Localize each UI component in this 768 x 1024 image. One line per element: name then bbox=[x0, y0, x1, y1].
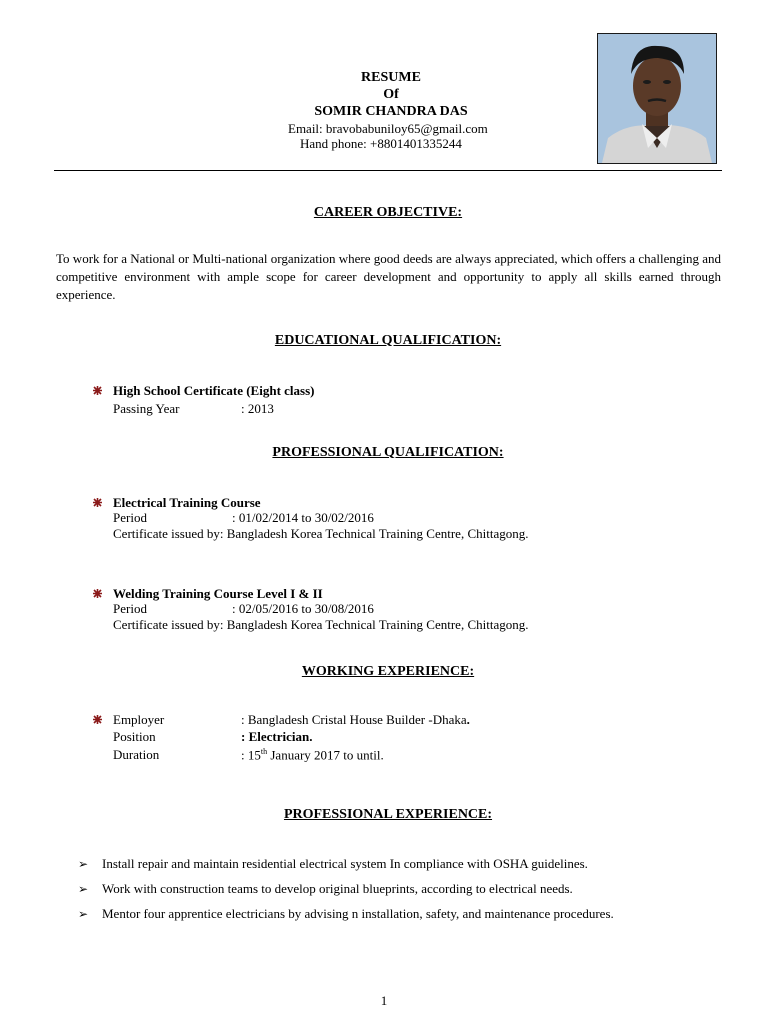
portrait-illustration bbox=[598, 34, 716, 163]
arrowhead-bullet-icon: ➢ bbox=[78, 857, 89, 871]
position-value: : Electrician. bbox=[241, 729, 313, 744]
employer-row bbox=[113, 712, 470, 727]
arrowhead-bullet-icon: ➢ bbox=[78, 882, 89, 896]
course-certificate: Certificate issued by: Bangladesh Korea Technical Training Centre, Chittagong. bbox=[113, 617, 529, 632]
position-row bbox=[113, 729, 312, 744]
experience-item bbox=[78, 855, 588, 873]
position-label: Position bbox=[113, 729, 156, 744]
course-period-row bbox=[113, 601, 374, 616]
page-number: 1 bbox=[380, 993, 388, 1008]
flower-bullet-icon bbox=[92, 497, 103, 508]
education-heading: EDUCATIONAL QUALIFICATION: bbox=[274, 333, 502, 348]
phone-line: Hand phone: +8801401335244 bbox=[300, 136, 462, 151]
period-value: : 02/05/2016 to 30/08/2016 bbox=[232, 601, 374, 616]
duration-value-prefix: : 15 bbox=[241, 747, 261, 763]
professional-qualification-heading: PROFESSIONAL QUALIFICATION: bbox=[272, 445, 504, 460]
course-title: Electrical Training Course bbox=[113, 495, 261, 510]
period-label: Period bbox=[113, 510, 147, 525]
employer-label: Employer bbox=[113, 712, 165, 727]
duration-row bbox=[113, 744, 384, 763]
career-objective-heading: CAREER OBJECTIVE: bbox=[313, 205, 463, 220]
duration-value-suffix: January 2017 to until. bbox=[267, 747, 384, 763]
experience-item-text: Mentor four apprentice electricians by advising n installation, safety, and maintenance procedures. bbox=[102, 906, 614, 921]
experience-item-text: Work with construction teams to develop original blueprints, according to electrical needs. bbox=[102, 881, 573, 896]
experience-item bbox=[78, 905, 614, 923]
duration-label: Duration bbox=[113, 747, 160, 763]
period-value: : 01/02/2014 to 30/02/2016 bbox=[232, 510, 374, 525]
email-line: Email: bravobabuniloy65@gmail.com bbox=[288, 121, 488, 136]
arrowhead-bullet-icon: ➢ bbox=[78, 907, 89, 921]
resume-title: RESUME bbox=[361, 70, 421, 85]
duration-value-sup: th bbox=[260, 747, 268, 756]
course-certificate: Certificate issued by: Bangladesh Korea Technical Training Centre, Chittagong. bbox=[113, 526, 529, 541]
passing-year-row bbox=[113, 401, 274, 416]
passing-year-label: Passing Year bbox=[113, 401, 180, 416]
career-objective-text: To work for a National or Multi-national organization where good deeds are always appreciated, which offers a challenging and competitive environment with ample scope for career development and opportunity to apply all skills earned through experience. bbox=[56, 251, 721, 302]
course-period-row bbox=[113, 510, 374, 525]
education-title: High School Certificate (Eight class) bbox=[113, 383, 315, 398]
period-label: Period bbox=[113, 601, 147, 616]
flower-bullet-icon bbox=[92, 385, 103, 396]
passing-year-value: : 2013 bbox=[241, 401, 274, 416]
employer-period: . bbox=[466, 712, 470, 727]
candidate-name: SOMIR CHANDRA DAS bbox=[314, 104, 468, 119]
resume-of: Of bbox=[383, 87, 399, 102]
working-experience-heading: WORKING EXPERIENCE: bbox=[301, 664, 475, 679]
experience-item bbox=[78, 880, 573, 898]
experience-item-text: Install repair and maintain residential electrical system In compliance with OSHA guidelines. bbox=[102, 856, 588, 871]
flower-bullet-icon bbox=[92, 714, 103, 725]
employer-value: : Bangladesh Cristal House Builder -Dhaka bbox=[241, 712, 467, 727]
professional-experience-heading: PROFESSIONAL EXPERIENCE: bbox=[283, 807, 493, 822]
profile-photo bbox=[597, 33, 717, 164]
flower-bullet-icon bbox=[92, 588, 103, 599]
header-divider bbox=[54, 170, 722, 171]
course-title: Welding Training Course Level I & II bbox=[113, 586, 323, 601]
